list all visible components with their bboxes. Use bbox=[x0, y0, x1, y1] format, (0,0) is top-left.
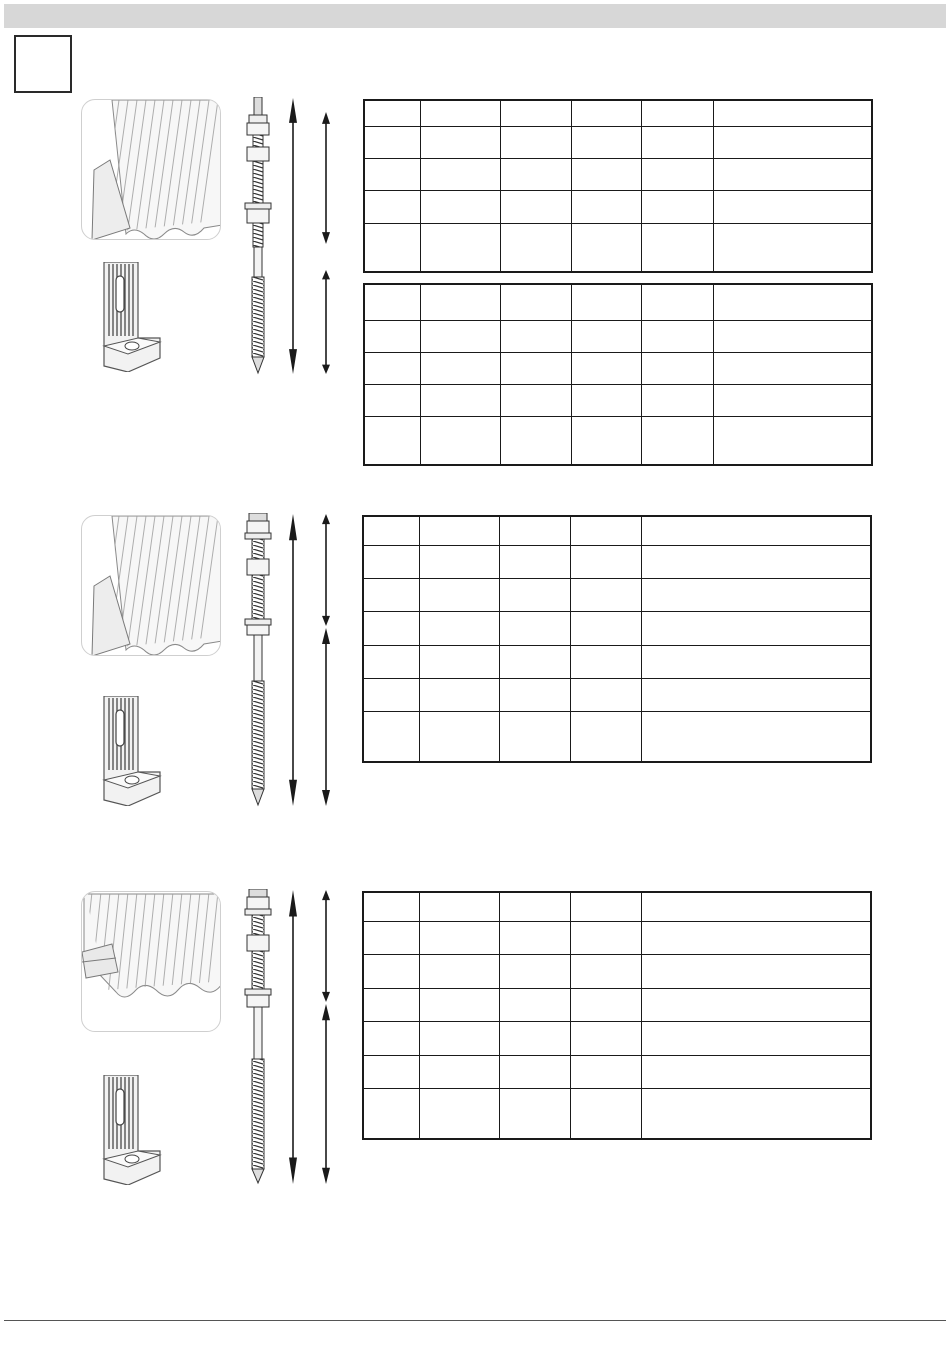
table-header-row bbox=[364, 100, 872, 126]
hanger-bolt-double-nut-icon bbox=[243, 513, 273, 807]
section-number-box bbox=[14, 35, 72, 93]
table-row bbox=[364, 352, 872, 384]
roof-mount-photo bbox=[81, 515, 221, 656]
table-row bbox=[363, 988, 871, 1022]
table-row bbox=[363, 679, 871, 712]
table-header-row bbox=[363, 516, 871, 545]
spec-table bbox=[363, 283, 873, 466]
hanger-bolt-single-nut-icon bbox=[243, 97, 273, 375]
table-row bbox=[363, 545, 871, 578]
header-bar bbox=[4, 4, 946, 28]
screw-length-dimension-arrow bbox=[320, 628, 332, 806]
spec-table bbox=[362, 891, 872, 1140]
screw-length-dimension-arrow bbox=[320, 270, 332, 374]
table-row bbox=[363, 1055, 871, 1089]
table-row bbox=[364, 191, 872, 223]
corrugated-roof-with-bracket-icon bbox=[82, 100, 221, 240]
footer-rule bbox=[4, 1320, 946, 1321]
table-row bbox=[363, 578, 871, 611]
l-bracket-icon bbox=[100, 262, 164, 372]
table-row bbox=[363, 712, 871, 762]
total-length-dimension-arrow bbox=[287, 514, 299, 806]
table-row bbox=[363, 921, 871, 955]
table-header-row bbox=[364, 284, 872, 320]
corrugated-roof-with-bracket-icon bbox=[82, 516, 221, 656]
total-length-dimension-arrow bbox=[287, 890, 299, 1184]
thread-length-dimension-arrow bbox=[320, 112, 332, 244]
table-row bbox=[364, 158, 872, 190]
table-row bbox=[363, 645, 871, 678]
screw-length-dimension-arrow bbox=[320, 1004, 332, 1184]
roof-mount-photo bbox=[81, 99, 221, 240]
thread-length-dimension-arrow bbox=[320, 514, 332, 626]
table-header-row bbox=[363, 892, 871, 921]
total-length-dimension-arrow bbox=[287, 98, 299, 374]
table-row bbox=[364, 126, 872, 158]
hanger-bolt-double-nut-icon bbox=[243, 889, 273, 1185]
l-bracket-icon bbox=[100, 1075, 164, 1185]
thread-length-dimension-arrow bbox=[320, 890, 332, 1002]
table-row bbox=[363, 612, 871, 645]
spec-table bbox=[362, 515, 872, 763]
roof-mount-photo bbox=[81, 891, 221, 1032]
table-row bbox=[363, 955, 871, 989]
table-row bbox=[363, 1089, 871, 1139]
table-row bbox=[364, 417, 872, 465]
l-bracket-icon bbox=[100, 696, 164, 806]
corrugated-roof-with-rail-icon bbox=[82, 892, 221, 1032]
table-row bbox=[364, 320, 872, 352]
table-row bbox=[364, 223, 872, 272]
table-row bbox=[363, 1022, 871, 1056]
spec-table bbox=[363, 99, 873, 273]
table-row bbox=[364, 384, 872, 416]
